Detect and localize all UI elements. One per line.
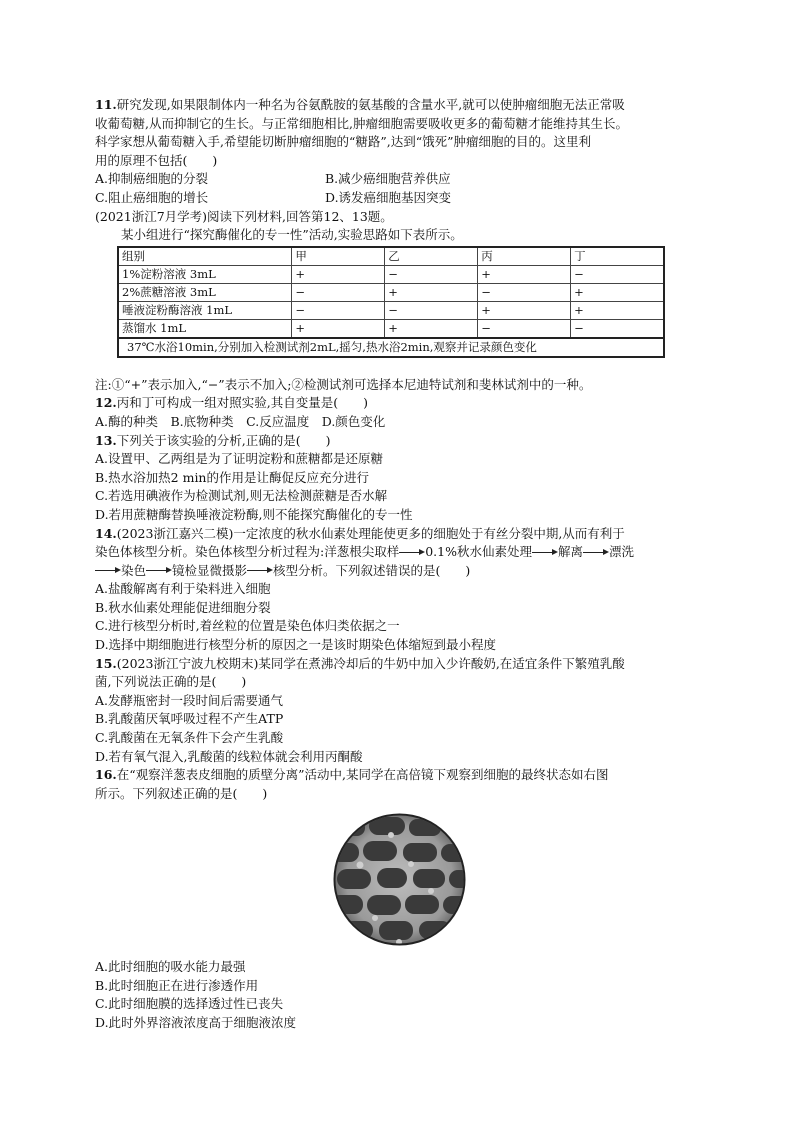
question-text: 收葡萄糖,从而抑制它的生长。与正常细胞相比,肿瘤细胞需要吸收更多的葡萄糖才能维持其生长。 [95,115,628,131]
worksheet [95,96,705,1032]
process-step: 染色 [121,562,147,578]
table-header-cell: 丁 [571,247,664,266]
table-cell: − [571,319,664,338]
option-d: D.此时外界溶液浓度高于细胞液浓度 [95,1014,297,1030]
arrow-icon [95,566,121,576]
question-text: (2023浙江嘉兴二模)一定浓度的秋水仙素处理能使更多的细胞处于有丝分裂中期,从而有利于 [116,525,625,541]
option-b: B.乳酸菌厌氧呼吸过程不产生ATP [95,711,284,727]
option-c: C.阻止癌细胞的增长 [95,189,209,205]
question-text: 研究发现,如果限制体内一种名为谷氨酰胺的氨基酸的含量水平,就可以使肿瘤细胞无法正常吸 [116,97,625,112]
process-step: 0.1%秋水仙素处理 [425,544,532,560]
question-12 [95,394,705,431]
option-b: B.此时细胞正在进行渗透作用 [95,977,259,993]
table-cell: + [292,265,385,283]
option-c: C.进行核型分析时,着丝粒的位置是染色体归类依据之一 [95,618,400,634]
option-b: B.热水浴加热2 min的作用是让酶促反应充分进行 [95,469,369,485]
options-line: A.酶的种类 B.底物种类 C.反应温度 D.颜色变化 [95,413,386,429]
question-number: 15. [95,655,117,671]
table-header-cell: 组别 [118,247,292,266]
table-cell: − [478,283,571,301]
option-a: A.抑制癌细胞的分裂 [95,171,209,187]
question-text: 下列关于该实验的分析,正确的是( ) [116,432,331,448]
material-text: 某小组进行“探究酶催化的专一性”活动,实验思路如下表所示。 [121,227,463,243]
table-cell: 2%蔗糖溶液 3mL [118,283,292,301]
option-b: B.减少癌细胞营养供应 [325,171,451,187]
table-row [118,265,664,283]
table-cell: + [571,283,664,301]
option-c: C.此时细胞膜的选择透过性已丧失 [95,996,284,1012]
question-11 [95,96,705,208]
arrow-icon [399,548,425,558]
experiment-table [117,246,665,358]
table-cell: − [478,319,571,338]
option-a: A.盐酸解离有利于染料进入细胞 [95,581,271,597]
table-cell: + [385,283,478,301]
arrow-icon [532,548,558,558]
option-a: A.此时细胞的吸水能力最强 [95,959,246,974]
question-number: 16. [95,767,117,783]
arrow-icon [583,548,609,558]
table-cell: − [292,301,385,319]
table-cell: − [571,265,664,283]
table-cell: 蒸馏水 1mL [118,319,292,338]
option-c: C.若选用碘液作为检测试剂,则无法检测蔗糖是否水解 [95,488,388,504]
process-step: 解离 [557,544,583,560]
question-number: 11. [95,97,117,112]
table-cell: − [385,265,478,283]
table-cell: 唾液淀粉酶溶液 1mL [118,301,292,319]
question-number: 13. [95,432,117,448]
table-row [118,283,664,301]
table-cell: + [478,265,571,283]
question-text: 丙和丁可构成一组对照实验,其自变量是( ) [116,395,368,411]
arrow-icon [146,566,172,576]
microscope-image [333,813,466,946]
process-step: 核型分析。下列叙述错误的是( ) [273,562,471,578]
table-note: 37℃水浴10min,分别加入检测试剂2mL,摇匀,热水浴2min,观察并记录颜色变化 [118,338,664,357]
question-text: 菌,下列说法正确的是( ) [95,674,247,690]
process-step: 镜检显微摄影 [172,562,248,578]
table-cell: − [385,301,478,319]
arrow-icon [247,566,273,576]
table-header-cell: 乙 [385,247,478,266]
material-source: (2021浙江7月学考)阅读下列材料,回答第12、13题。 [95,208,393,224]
question-text: 在“观察洋葱表皮细胞的质壁分离”活动中,某同学在高倍镜下观察到细胞的最终状态如右图 [116,767,609,783]
question-13 [95,432,705,525]
option-b: B.秋水仙素处理能促进细胞分裂 [95,599,271,615]
option-d: D.若用蔗糖酶替换唾液淀粉酶,则不能探究酶催化的专一性 [95,506,413,522]
question-number: 14. [95,525,117,541]
question-text: 所示。下列叙述正确的是( ) [95,785,268,801]
question-text: 染色体核型分析。染色体核型分析过程为:洋葱根尖取样 [95,544,400,560]
table-cell: − [292,283,385,301]
option-d: D.诱发癌细胞基因突变 [325,189,452,205]
question-text: 科学家想从葡萄糖入手,希望能切断肿瘤细胞的“糖路”,达到“饿死”肿瘤细胞的目的。这里利 [95,134,592,150]
option-d: D.若有氧气混入,乳酸菌的线粒体就会利用丙酮酸 [95,748,363,764]
table-note-row [118,338,664,357]
table-row [118,319,664,338]
table-header-row [118,247,664,266]
question-text: (2023浙江宁波九校期末)某同学在煮沸冷却后的牛奶中加入少许酸奶,在适宜条件下繁殖乳酸 [116,655,625,671]
table-cell: + [478,301,571,319]
option-a: A.设置甲、乙两组是为了证明淀粉和蔗糖都是还原糖 [95,451,384,467]
option-a: A.发酵瓶密封一段时间后需要通气 [95,692,284,708]
question-text: 用的原理不包括( ) [95,152,218,168]
question-14 [95,525,705,655]
question-16 [95,766,705,1032]
table-cell: 1%淀粉溶液 3mL [118,265,292,283]
process-step: 漂洗 [609,544,635,560]
table-cell: + [571,301,664,319]
question-number: 12. [95,395,117,411]
footnote: 注:①“+”表示加入,“−”表示不加入;②检测试剂可选择本尼迪特试剂和斐林试剂中的一种。 [95,376,592,392]
question-15 [95,655,705,767]
option-d: D.选择中期细胞进行核型分析的原因之一是该时期染色体缩短到最小程度 [95,637,497,653]
table-row [118,301,664,319]
option-c: C.乳酸菌在无氧条件下会产生乳酸 [95,730,284,746]
table-cell: + [385,319,478,338]
table-header-cell: 甲 [292,247,385,266]
table-header-cell: 丙 [478,247,571,266]
table-cell: + [292,319,385,338]
